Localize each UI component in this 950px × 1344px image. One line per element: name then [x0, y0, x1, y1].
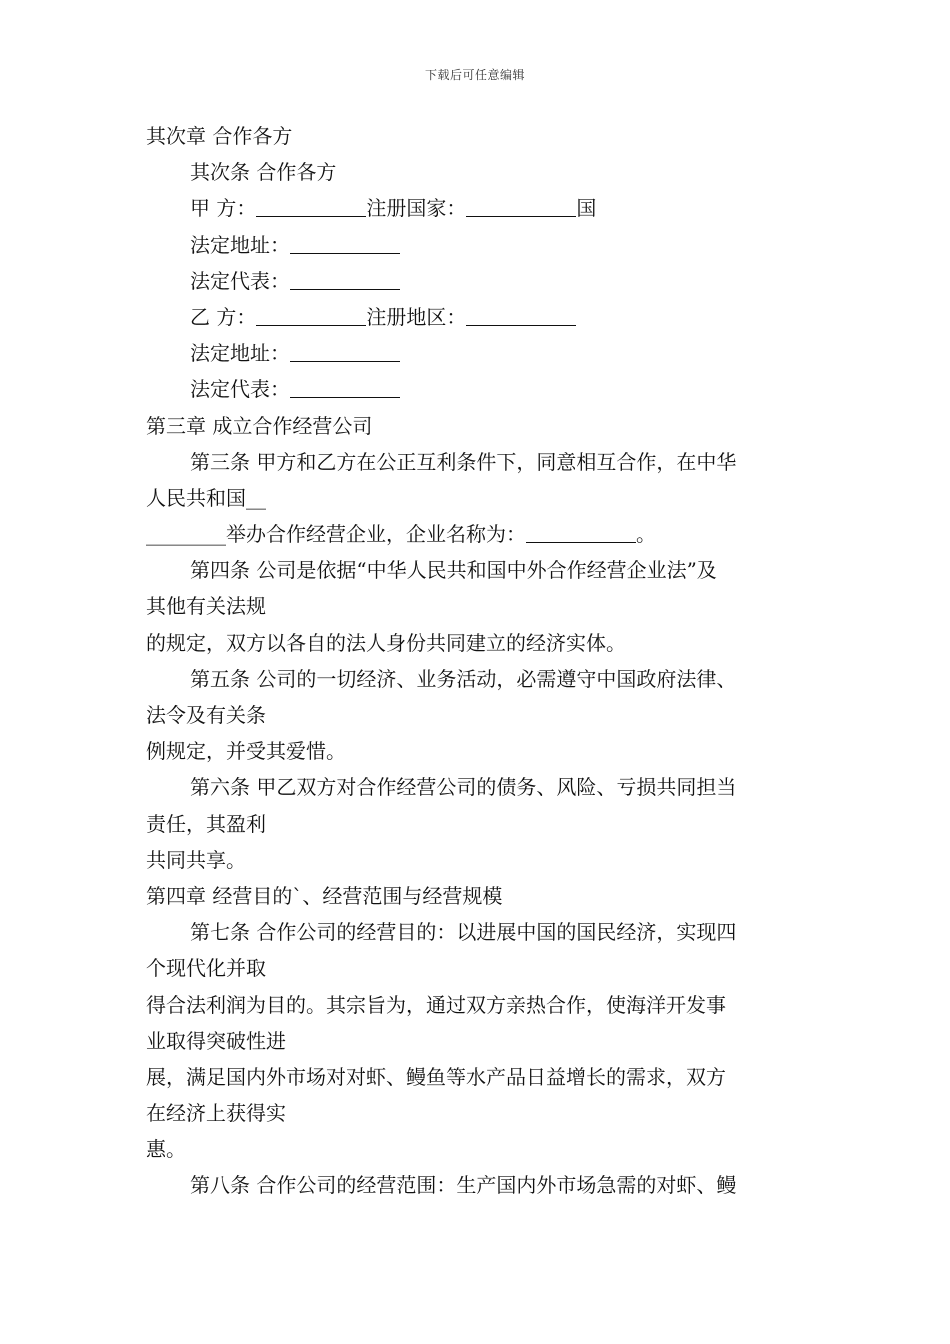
article-4-line-3: 的规定，双方以各自的法人身份共同建立的经济实体。 [146, 630, 626, 655]
article-7-line-2: 个现代化并取 [146, 956, 266, 981]
article-5-line-1: 第五条 公司的一切经济、业务活动，必需遵守中国政府法律、 [190, 666, 737, 691]
party-a-rep-label: 法定代表： [190, 268, 290, 293]
party-b-address-blank [290, 341, 400, 362]
chapter-3-title: 第三章 成立合作经营公司 [146, 413, 373, 438]
party-a-line [146, 190, 816, 226]
chapter-2-title: 其次章 合作各方 [146, 124, 293, 148]
party-b-rep-label: 法定代表： [190, 377, 290, 402]
article-5-line-3: 例规定，并受其爱惜。 [146, 739, 346, 764]
article-7-line-7: 惠。 [146, 1137, 186, 1162]
article-3-line-2: 人民共和国__ [146, 485, 266, 510]
article-3-line-3-end: 。 [636, 522, 656, 547]
party-b-name-blank [256, 305, 366, 326]
party-a-country-suffix: 国 [576, 196, 597, 221]
page-header-note: 下载后可任意编辑 [424, 68, 525, 82]
article-5-line-2: 法令及有关条 [146, 703, 266, 727]
article-6-line-3: 共同共享。 [146, 847, 246, 872]
article-4-line-2: 其他有关法规 [146, 594, 266, 619]
article-7-line-3: 得合法利润为目的。其宗旨为，通过双方亲热合作，使海洋开发事 [146, 992, 726, 1017]
party-a-country-label: 注册国家： [366, 196, 467, 221]
article-7-line-1: 第七条 合作公司的经营目的：以进展中国的国民经济，实现四 [190, 920, 737, 945]
party-b-line [146, 299, 816, 335]
party-a-address-blank [290, 233, 400, 254]
article-7-line-6: 在经济上获得实 [146, 1101, 286, 1126]
party-b-address-line [146, 335, 816, 371]
article-3-line-3 [146, 516, 816, 552]
party-a-name-blank [256, 196, 366, 217]
party-b-region-blank [466, 305, 576, 326]
article-6-line-2: 责任，其盈利 [146, 811, 266, 836]
company-name-blank [526, 522, 636, 543]
party-a-country-blank [466, 196, 576, 217]
party-b-rep-line [146, 371, 816, 407]
article-7-line-5: 展，满足国内外市场对对虾、鳗鱼等水产品日益增长的需求，双方 [146, 1064, 726, 1089]
party-b-label: 乙 方： [190, 304, 257, 329]
article-6-line-1: 第六条 甲乙双方对合作经营公司的债务、风险、亏损共同担当 [190, 775, 737, 800]
party-a-address-label: 法定地址： [190, 232, 290, 257]
party-b-rep-blank [290, 377, 400, 398]
article-8-line-1: 第八条 合作公司的经营范围：生产国内外市场急需的对虾、鳗 [190, 1173, 737, 1198]
party-a-rep-line [146, 263, 816, 299]
party-a-label: 甲 方： [190, 196, 257, 221]
article-3-line-3-text: ________举办合作经营企业，企业名称为： [146, 522, 526, 547]
article-4-line-1: 第四条 公司是依据“中华人民共和国中外合作经营企业法”及 [190, 558, 717, 583]
document-body [146, 118, 816, 1204]
party-b-region-label: 注册地区： [366, 304, 467, 329]
chapter-4-title: 第四章 经营目的`、经营范围与经营规模 [146, 883, 503, 908]
article-7-line-4: 业取得突破性进 [146, 1028, 286, 1053]
party-a-rep-blank [290, 269, 400, 290]
article-3-line-1: 第三条 甲方和乙方在公正互利条件下，同意相互合作，在中华 [190, 449, 737, 474]
party-a-address-line [146, 227, 816, 263]
article-2-title: 其次条 合作各方 [190, 160, 337, 185]
party-b-address-label: 法定地址： [190, 341, 290, 366]
